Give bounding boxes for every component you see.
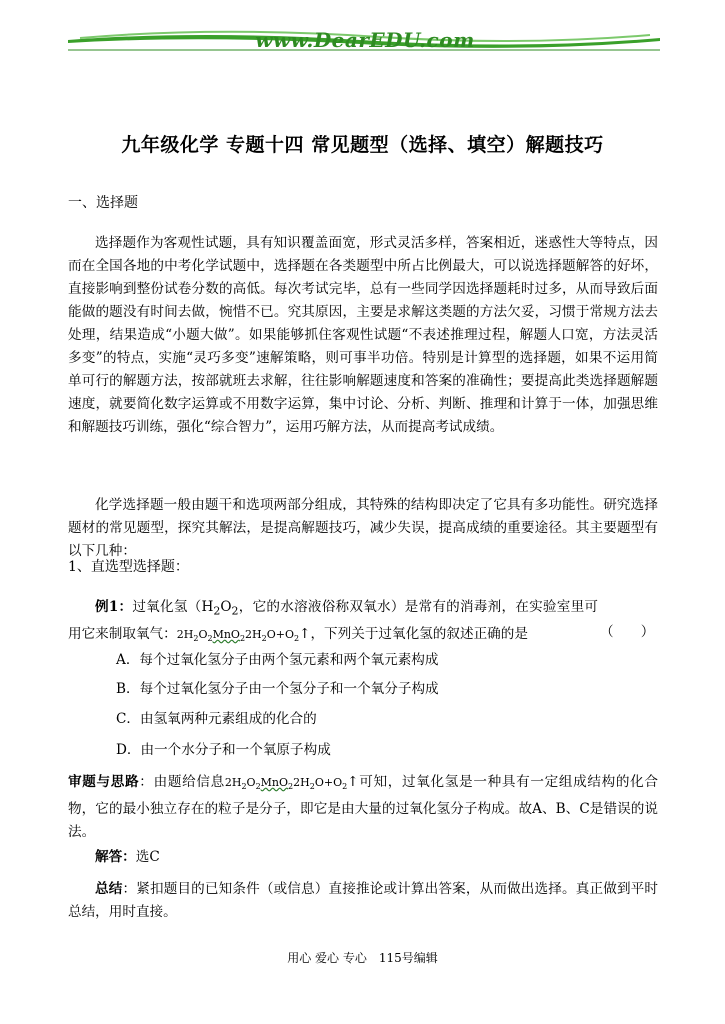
- answer-label: 解答：: [95, 849, 136, 865]
- example-label: 例1：: [95, 599, 133, 615]
- analysis-equation: $2H_2O_2MnO_22H_2O+O_2$: [224, 776, 348, 792]
- decomposition-equation: $2H_2O_2MnO_22H_2O+O_2$: [176, 627, 300, 643]
- page-header: [0, 0, 725, 60]
- option-b: B．每个过氧化氢分子由一个氢分子和一个氧分子构成: [116, 681, 439, 697]
- option-a: A．每个过氧化氢分子由两个氢元素和两个氧元素构成: [116, 652, 439, 668]
- page-footer: 用心 爱心 专心 115号编辑: [287, 951, 438, 965]
- option-c: C．由氢氧两种元素组成的化合的: [116, 711, 317, 727]
- analysis-label: 审题与思路: [68, 774, 140, 790]
- analysis-paragraph: 审题与思路：由题给信息$2H_2O_2MnO_22H_2O+O_2↑$可知，过氧化氢是一种具有一定组成结构的化合物，它的最小独立存在的粒子是分子，即它是由大量的过氧化氢分子构成。故A、B、C是错误的说法。: [68, 774, 659, 841]
- site-logo[interactable]: www.DearEDU.com: [255, 28, 475, 52]
- intro-paragraph-1: 选择题作为客观性试题，具有知识覆盖面宽，形式灵活多样，答案相近，迷惑性大等特点，因而在全国各地的中考化学试题中，选择题在各类题型中所占比例最大，可以说选择题解答的好坏，直接影响到整份试卷分数的高低。每次考试完毕，总有一些同学因选择题耗时过多，从而导致后面能做的题没有时间去做，惋惜不已。究其原因，主要是求解这类题的方法欠妥，习惯于常规方法去处理，结果造成“小题大做”。如果能够抓住客观性试题“不表述推理过程，解题人口宽，方法灵活多变”的特点，实施“灵巧多变”速解策略，则可事半功倍。特别是计算型的选择题，如果不运用简单可行的解题方法，按部就班去求解，往往影响解题速度和答案的准确性；要提高此类选择题解题速度，就要简化数字运算或不用数字运算，集中讨论、分析、判断、推理和计算于一体，加强思维和解题技巧训练，强化“综合智力”，运用巧解方法，从而提高考试成绩。: [68, 235, 658, 435]
- subsection-heading-direct: 1、直选型选择题：: [68, 559, 189, 575]
- document-title: 九年级化学 专题十四 常见题型（选择、填空）解题技巧: [121, 134, 604, 156]
- intro-paragraph-2: 化学选择题一般由题干和选项两部分组成，其特殊的结构即决定了它具有多功能性。研究选择题材的常见题型，探究其解法，是提高解题技巧，减少失误，提高成绩的重要途径。其主要题型有以下几种：: [68, 497, 658, 559]
- answer-parentheses: （ ）: [600, 624, 655, 640]
- example-1-stem: 例1：过氧化氢（$H_2O_2$，它的水溶液俗称双氧水）是常有的消毒剂，在实验室里可用它来制取氧气：$2H_2O_2MnO_22H_2O+O_2↑$，下列关于过氧化氢的叙述正确的是: [68, 599, 599, 643]
- summary-paragraph: 总结：紧扣题目的已知条件（或信息）直接推论或计算出答案，从而做出选择。真正做到平时总结，用时直接。: [68, 881, 659, 920]
- option-d: D．由一个水分子和一个氧原子构成: [116, 742, 331, 758]
- catalyst-label: MnO$_2$: [212, 627, 246, 643]
- summary-label: 总结: [95, 881, 123, 897]
- section-heading-choice: 一、选择题: [68, 195, 138, 211]
- answer-paragraph: 解答：选C: [95, 849, 160, 865]
